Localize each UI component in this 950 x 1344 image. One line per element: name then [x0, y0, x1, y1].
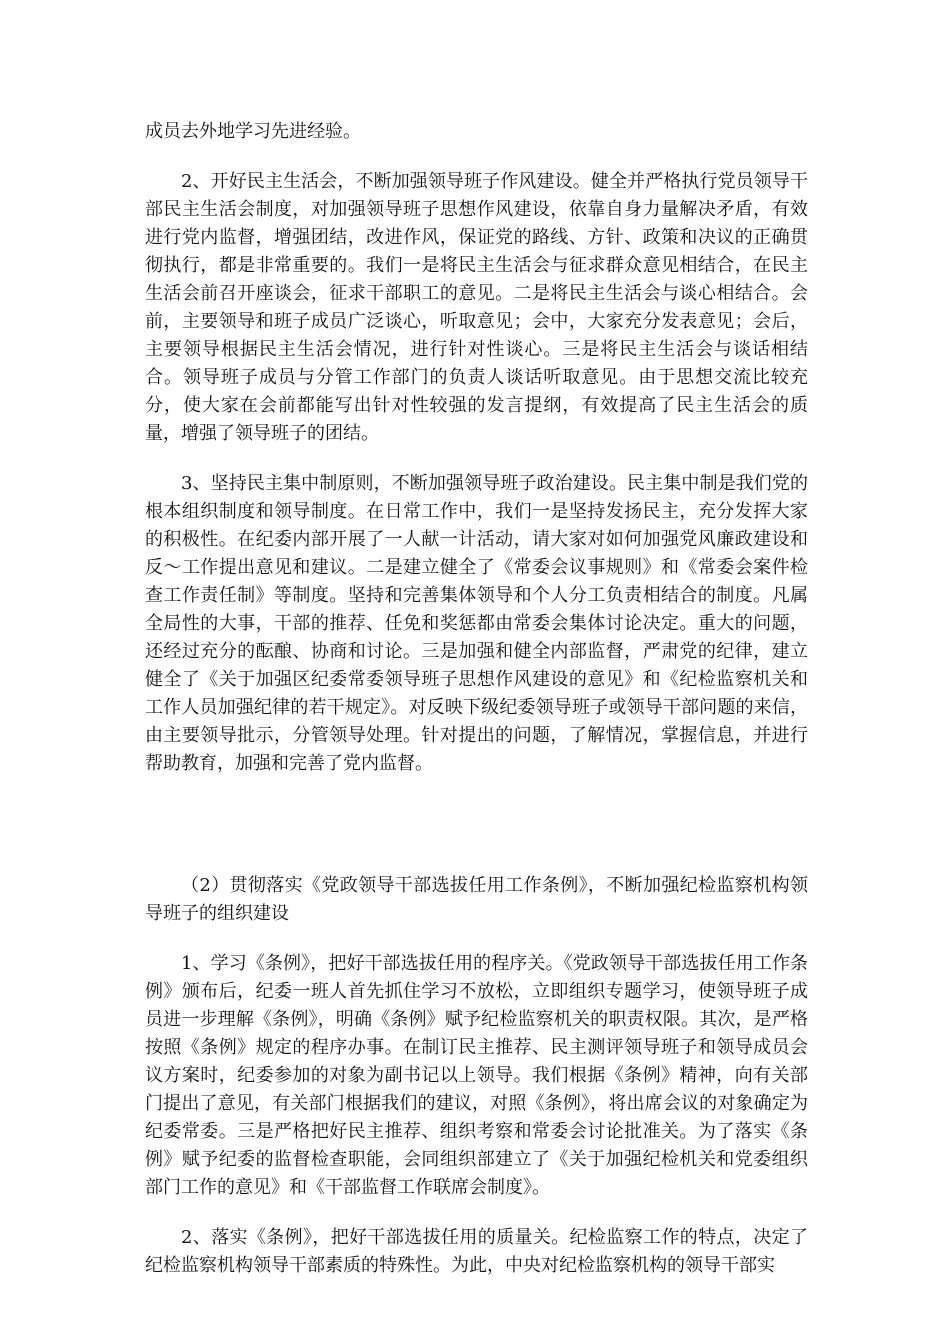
section-spacer: [145, 800, 808, 872]
paragraph-continuation: 成员去外地学习先进经验。: [145, 121, 361, 142]
paragraph-democratic-centralism: 3、坚持民主集中制原则，不断加强领导班子政治建设。民主集中制是我们党的根本组织制度和领导制度。在日常工作中，我们一是坚持发扬民主，充分发挥大家的积极性。在纪委内部开展了一人献一计活动，请大家对如何加强党风廉政建设和反～工作提出意见和建议。二是建立健全了《常委会议事规则》和《常委会案件检查工作责任制》等制度。坚持和完善集体领导和个人分工负责相结合的制度。凡属全局性的大事，干部的推荐、任免和奖惩都由常委会集体讨论决定。重大的问题，还经过充分的酝酿、协商和讨论。三是加强和健全内部监督，严肃党的纪律，建立健全了《关于加强区纪委常委领导班子思想作风建设的意见》和《纪检监察机关和工作人员加强纪律的若干规定》。对反映下级纪委领导班子或领导干部问题的来信，由主要领导批示，分管领导处理。针对提出的问题，了解情况，掌握信息，并进行帮助教育，加强和完善了党内监督。: [145, 473, 808, 774]
paragraph-study-regulations: 1、学习《条例》，把好干部选拔任用的程序关。《党政领导干部选拔任用工作条例》颁布后，纪委一班人首先抓住学习不放松，立即组织专题学习，使领导班子成员进一步理解《条例》，明确《条例》赋予纪检监察机关的职责权限。其次，是严格按照《条例》规定的程序办事。在制订民主推荐、民主测评领导班子和领导成员会议方案时，纪委参加的对象为副书记以上领导。我们根据《条例》精神，向有关部门提出了意见，有关部门根据我们的建议，对照《条例》，将出席会议的对象确定为纪委常委。三是严格把好民主推荐、组织考察和常委会讨论批准关。为了落实《条例》赋予纪委的监督检查职能，会同组织部建立了《关于加强纪检机关和党委组织部门工作的意见》和《干部监督工作联席会制度》。: [145, 953, 808, 1198]
paragraph-democratic-life-meeting: 2、开好民主生活会，不断加强领导班子作风建设。健全并严格执行党员领导干部民主生活会制度，对加强领导班子思想作风建设，依靠自身力量解决矛盾，有效进行党内监督，增强团结，改进作风，保证党的路线、方针、政策和决议的正确贯彻执行，都是非常重要的。我们一是将民主生活会与征求群众意见相结合，在民主生活会前召开座谈会，征求干部职工的意见。二是将民主生活会与谈心相结合。会前，主要领导和班子成员广泛谈心，听取意见；会中，大家充分发表意见；会后，主要领导根据民主生活会情况，进行针对性谈心。三是将民主生活会与谈话相结合。领导班子成员与分管工作部门的负责人谈话听取意见。由于思想交流比较充分，使大家在会前都能写出针对性较强的发言提纲，有效提高了民主生活会的质量，增强了领导班子的团结。: [145, 171, 808, 444]
section-heading-regulations: （2）贯彻落实《党政领导干部选拔任用工作条例》，不断加强纪检监察机构领导班子的组织建设: [145, 875, 808, 924]
paragraph-implement-regulations: 2、落实《条例》，把好干部选拔任用的质量关。纪检监察工作的特点，决定了纪检监察机构领导干部素质的特殊性。为此，中央对纪检监察机构的领导干部实: [145, 1227, 808, 1276]
document-page: [145, 118, 808, 1302]
